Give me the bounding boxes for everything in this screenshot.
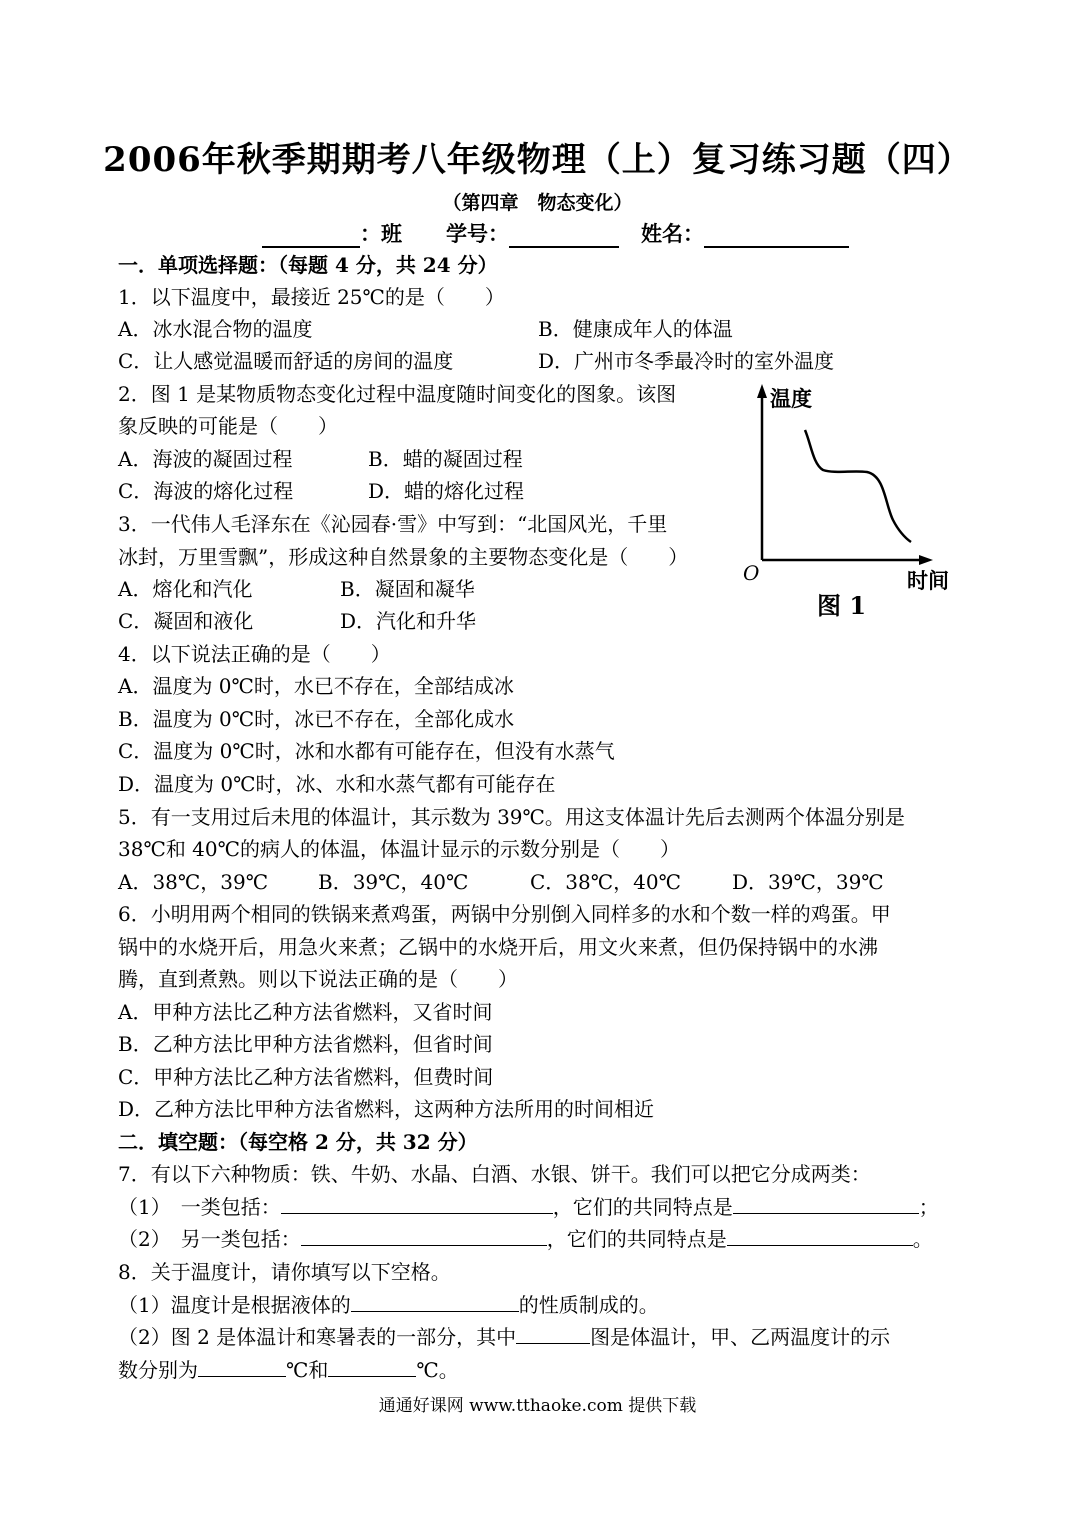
q3-option-a: A．熔化和汽化 [118, 577, 253, 601]
section2-heading: 二．填空题：（每空格 2 分，共 32 分） [118, 1130, 478, 1154]
q4-option-b: B．温度为 0℃时，冰已不存在，全部化成水 [118, 707, 515, 731]
number-blank[interactable] [509, 224, 619, 248]
q3-option-d: D．汽化和升华 [340, 609, 477, 633]
q3-option-c: C．凝固和液化 [118, 609, 254, 633]
q7-l2-mid: ，它们的共同特点是 [546, 1227, 727, 1251]
q5-stem-2: 38℃和 40℃的病人的体温，体温计显示的示数分别是（ ） [118, 837, 681, 861]
q4-option-a: A．温度为 0℃时，水已不存在，全部结成冰 [118, 674, 514, 698]
figure-1 [735, 382, 975, 622]
q7-stem: 7．有以下六种物质：铁、牛奶、水晶、白酒、水银、饼干。我们可以把它分成两类： [118, 1162, 871, 1186]
footer-credit: 通通好课网 www.tthaoke.com 提供下载 [378, 1396, 697, 1416]
q5-stem-1: 5．有一支用过后未甩的体温计，其示数为 39℃。用这支体温计先后去测两个体温分别是 [118, 805, 905, 829]
figure-1-graph [735, 382, 975, 622]
q8-l2-label: （2）图 2 是体温计和寒暑表的一部分，其中 [118, 1325, 517, 1349]
q6-option-d: D．乙种方法比甲种方法省燃料，这两种方法所用的时间相近 [118, 1097, 655, 1121]
q8-l1-label: （1）温度计是根据液体的 [118, 1293, 351, 1317]
q5-option-a: A．38℃，39℃ [118, 870, 269, 894]
q7-l1-label: （1） 一类包括： [118, 1195, 281, 1219]
q8-l3-end: ℃。 [416, 1358, 459, 1382]
q3-option-b: B．凝固和凝华 [340, 577, 475, 601]
y-axis-label: 温度 [770, 386, 812, 411]
q6-stem-2: 锅中的水烧开后，用急火来煮；乙锅中的水烧开后，用文火来煮，但仍保持锅中的水沸 [118, 935, 878, 959]
number-label: 学号： [446, 221, 509, 246]
student-info-line [262, 218, 849, 248]
q7-l2-end: 。 [912, 1227, 933, 1251]
q7-l1-mid: ，它们的共同特点是 [552, 1195, 733, 1219]
q8-blank-1[interactable] [351, 1291, 519, 1312]
q8-blank-4[interactable] [328, 1356, 416, 1377]
q2-stem-1: 2．图 1 是某物质物态变化过程中温度随时间变化的图象。该图 [118, 382, 677, 406]
origin-label: O [743, 561, 760, 585]
q7-l2-label: （2） 另一类包括： [118, 1227, 301, 1251]
q6-option-a: A．甲种方法比乙种方法省燃料，又省时间 [118, 1000, 493, 1024]
q1-stem: 1．以下温度中，最接近 25℃的是（ ） [118, 285, 505, 309]
school-blank[interactable] [262, 224, 360, 248]
figure-caption: 图 1 [817, 591, 867, 620]
y-axis-arrow [757, 384, 767, 398]
q8-blank-3[interactable] [198, 1356, 286, 1377]
q8-l1-end: 的性质制成的。 [518, 1293, 659, 1317]
q1-option-b: B．健康成年人的体温 [538, 317, 733, 341]
section1-heading: 一．单项选择题：（每题 4 分，共 24 分） [118, 253, 498, 277]
q2-option-c: C．海波的熔化过程 [118, 479, 294, 503]
q7-line-1 [118, 1193, 939, 1221]
q8-l3-mid: ℃和 [286, 1358, 329, 1382]
q7-blank-2[interactable] [733, 1193, 919, 1214]
chapter-subtitle: （第四章 物态变化） [442, 192, 633, 214]
q7-blank-1[interactable] [281, 1193, 553, 1214]
q1-option-d: D．广州市冬季最冷时的室外温度 [538, 349, 835, 373]
q8-line-1 [118, 1291, 659, 1319]
q5-option-b: B．39℃，40℃ [318, 870, 469, 894]
q4-option-d: D．温度为 0℃时，冰、水和水蒸气都有可能存在 [118, 772, 556, 796]
q4-stem: 4．以下说法正确的是（ ） [118, 642, 391, 666]
x-axis-arrow [919, 555, 933, 565]
q6-stem-3: 腾，直到煮熟。则以下说法正确的是（ ） [118, 967, 518, 991]
q1-option-a: A．冰水混合物的温度 [118, 317, 313, 341]
q8-line-3 [118, 1356, 459, 1384]
q3-stem-1: 3．一代伟人毛泽东在《沁园春·雪》中写到：“北国风光，千里 [118, 512, 668, 536]
q5-option-d: D．39℃，39℃ [732, 870, 884, 894]
q1-option-c: C．让人感觉温暖而舒适的房间的温度 [118, 349, 454, 373]
name-label: 姓名： [641, 221, 704, 246]
class-label: ：班 [360, 221, 402, 246]
q8-stem: 8．关于温度计，请你填写以下空格。 [118, 1260, 451, 1284]
q2-option-b: B．蜡的凝固过程 [368, 447, 523, 471]
q7-blank-3[interactable] [301, 1225, 547, 1246]
page-title: 2006年秋季期期考八年级物理（上）复习练习题（四） [103, 140, 972, 180]
q8-l3-label: 数分别为 [118, 1358, 198, 1382]
q6-option-c: C．甲种方法比乙种方法省燃料，但费时间 [118, 1065, 494, 1089]
q2-option-a: A．海波的凝固过程 [118, 447, 293, 471]
q2-stem-2: 象反映的可能是（ ） [118, 414, 338, 438]
q5-option-c: C．38℃，40℃ [530, 870, 681, 894]
q6-option-b: B．乙种方法比甲种方法省燃料，但省时间 [118, 1032, 493, 1056]
temperature-curve [805, 430, 911, 542]
x-axis-label: 时间 [907, 568, 949, 593]
q7-l1-end: ； [918, 1195, 939, 1219]
q4-option-c: C．温度为 0℃时，冰和水都有可能存在，但没有水蒸气 [118, 739, 615, 763]
q8-line-2 [118, 1323, 890, 1351]
q8-blank-2[interactable] [516, 1323, 590, 1344]
q2-option-d: D．蜡的熔化过程 [368, 479, 525, 503]
q6-stem-1: 6．小明用两个相同的铁锅来煮鸡蛋，两锅中分别倒入同样多的水和个数一样的鸡蛋。甲 [118, 902, 891, 926]
name-blank[interactable] [704, 224, 849, 248]
q8-l2-end: 图是体温计，甲、乙两温度计的示 [590, 1325, 891, 1349]
q3-stem-2: 冰封，万里雪飘”，形成这种自然景象的主要物态变化是（ ） [118, 545, 689, 569]
q7-blank-4[interactable] [727, 1225, 913, 1246]
q7-line-2 [118, 1225, 933, 1253]
